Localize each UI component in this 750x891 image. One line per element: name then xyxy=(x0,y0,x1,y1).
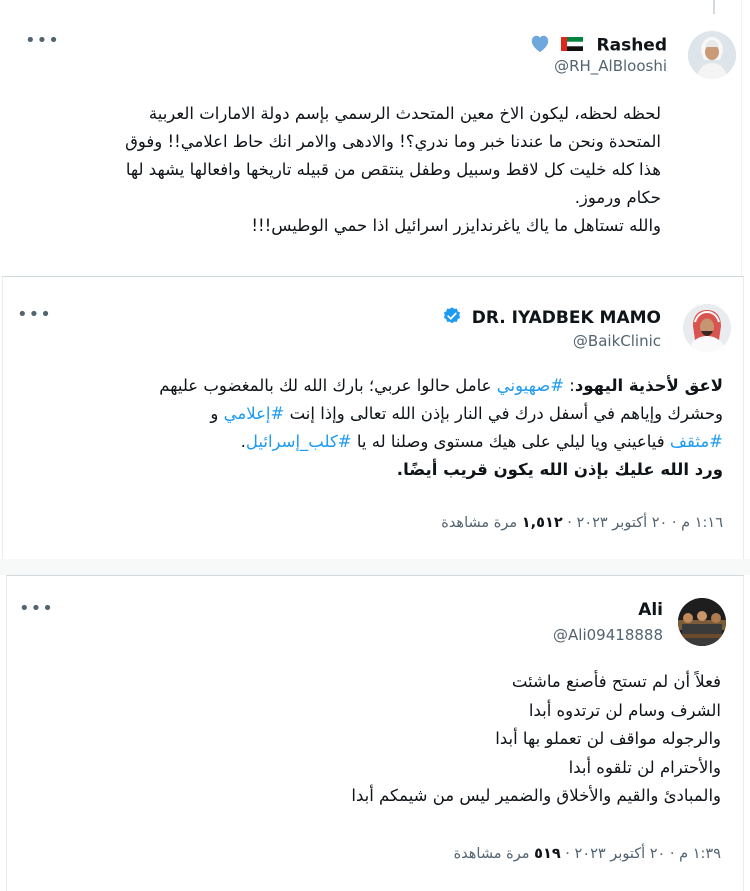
author-name[interactable] xyxy=(638,600,663,620)
author-handle[interactable]: @BaikClinic xyxy=(572,332,661,350)
author-name-text: Rashed xyxy=(596,35,667,56)
tweet-meta xyxy=(454,846,721,862)
avatar[interactable] xyxy=(678,598,726,646)
author-name[interactable] xyxy=(442,306,661,331)
tweet-text: لاعق لأحذية اليهود: #صهيوني عامل حالوا عربي؛ بارك الله لك بالمغضوب عليهم وحشرك وإياهم في أسفل درك في النار بإذن الله تعالى وإذا إنت #إعلامي و #مثقف فياعيني ويا ليلي على هيك مستوى وصلنا له يا #كلب_إسرائيل. ورد الله عليك بإذن الله يكون قريب أيضًا. xyxy=(159,376,723,479)
timestamp[interactable]: ١:١٦ م · ٢٠ أكتوبر ٢٠٢٣ · xyxy=(562,515,723,531)
author-name[interactable] xyxy=(529,33,667,58)
avatar[interactable] xyxy=(683,304,731,352)
author-handle[interactable]: @Ali09418888 xyxy=(553,626,663,644)
views-label: مرة مشاهدة xyxy=(441,515,522,531)
hashtag-link[interactable]: #كلب_إسرائيل xyxy=(245,432,352,451)
verified-badge-icon xyxy=(442,306,462,331)
more-options-icon[interactable]: ••• xyxy=(19,598,54,619)
views-label: مرة مشاهدة xyxy=(453,846,535,862)
tweet-text: لحظه لحظه، ليكون الاخ معين المتحدث الرسمي بإسم دولة الامارات العربية المتحدة ونحن ما عندنا خبر وما ندري؟! والادهى والامر انك حاط اعلامي!! وفوق هذا كله خليت كل لاقط وسبيل وطفل ينتقص من قبيله تاريخها وافعالها يشهد لها حكام ورموز. والله تستاهل ما ياك ياغرندايزر اسرائيل اذا حمي الوطيس!!! xyxy=(125,104,661,235)
more-options-icon[interactable]: ••• xyxy=(25,30,60,51)
hashtag-link[interactable]: #صهيوني xyxy=(496,376,565,395)
uae-flag-icon xyxy=(561,36,583,56)
view-count: ٥١٩ xyxy=(534,846,561,862)
view-count: ١,٥١٢ xyxy=(521,515,563,531)
separator xyxy=(0,559,750,575)
author-handle[interactable]: @RH_AlBlooshi xyxy=(554,57,667,75)
author-name-text: DR. IYADBEK MAMO xyxy=(471,308,661,328)
tweet-text: فعلاً أن لم تستح فأصنع ماشئت الشرف وسام لن ترتدوه أبدا والرجوله مواقف لن تعملو بها أبدا والأحترام لن تلقوه أبدا والمبادئ والقيم والأخلاق والضمير ليس من شيمكم أبدا xyxy=(351,672,721,805)
tweet-iyadbek[interactable] xyxy=(2,276,744,559)
more-options-icon[interactable]: ••• xyxy=(17,304,52,325)
avatar[interactable] xyxy=(688,31,736,79)
timestamp[interactable]: ١:٣٩ م · ٢٠ أكتوبر ٢٠٢٣ · xyxy=(560,846,721,862)
tweet-rashed[interactable] xyxy=(0,0,742,276)
author-name-text: Ali xyxy=(638,600,663,620)
tweet-ali[interactable] xyxy=(6,575,744,891)
thread-line xyxy=(713,0,715,14)
hashtag-link[interactable]: #مثقف xyxy=(669,432,723,451)
tweet-meta xyxy=(441,515,723,531)
hashtag-link[interactable]: #إعلامي xyxy=(223,404,285,423)
heart-badge-icon xyxy=(529,33,551,58)
